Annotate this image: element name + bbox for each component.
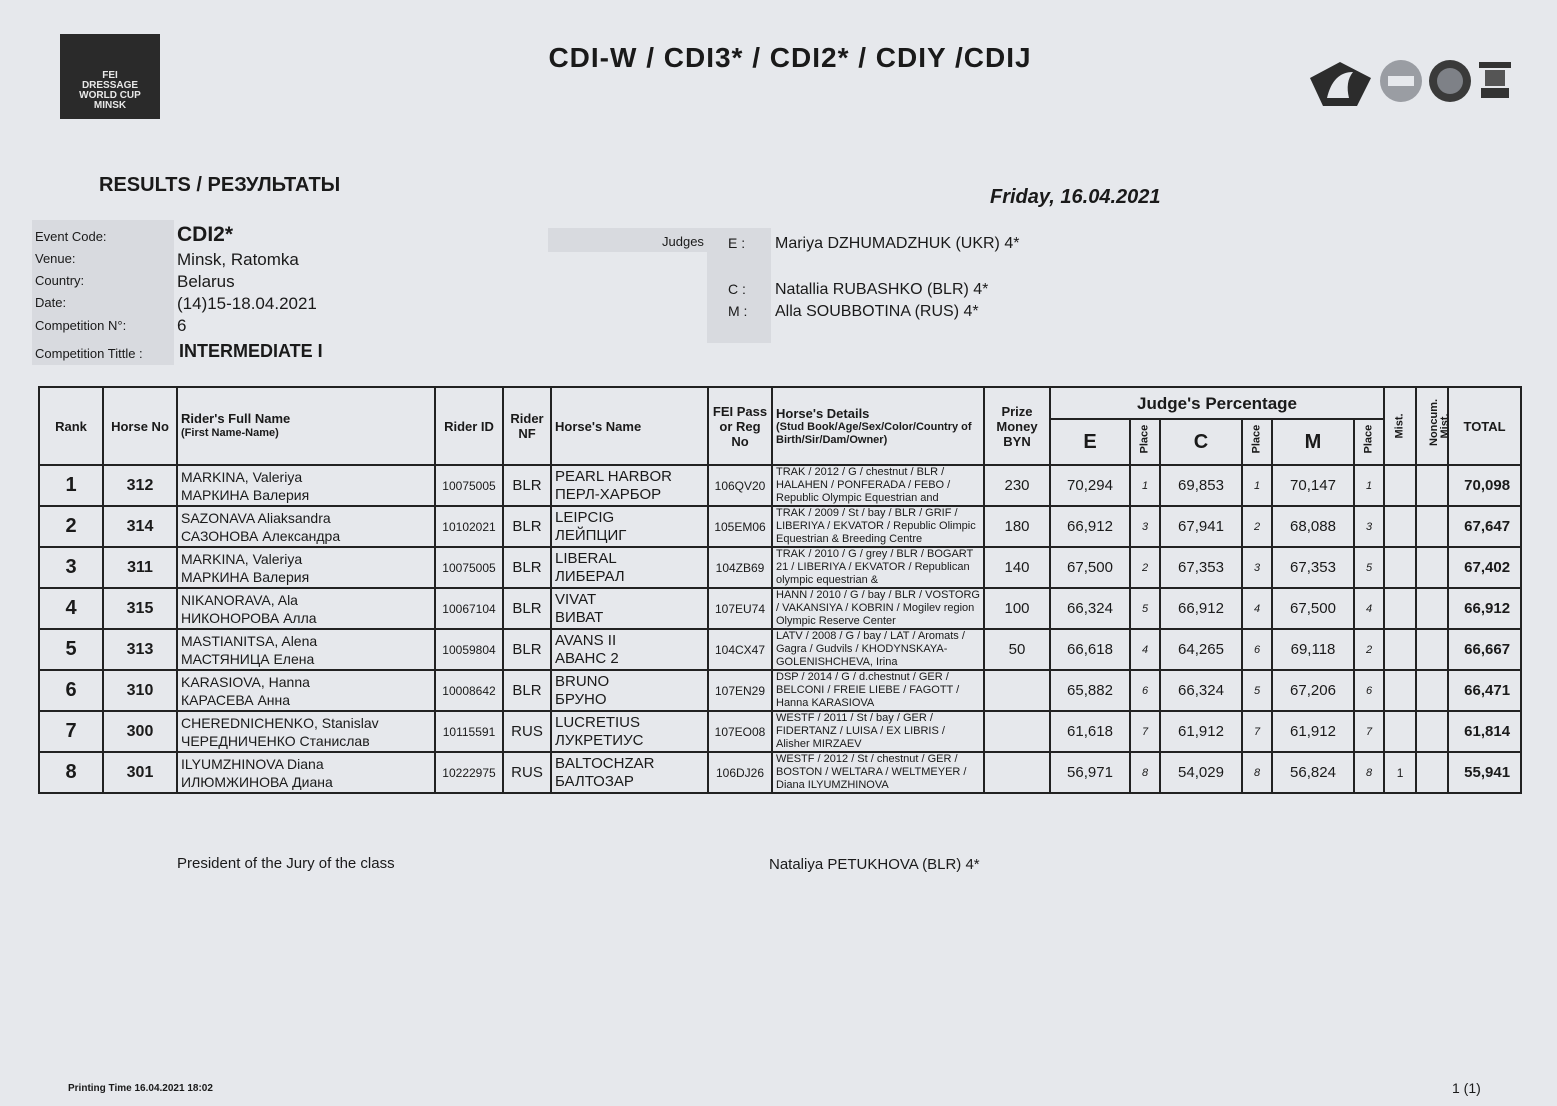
score-c-cell: 54,029 [1160,752,1242,793]
score-c-cell: 67,941 [1160,506,1242,547]
horse-no-cell: 312 [103,465,177,506]
horse-no-cell: 301 [103,752,177,793]
noncum-mist-cell [1416,506,1448,547]
rider-name-cyrillic: КАРАСЕВА Анна [181,691,291,708]
prize-cell [984,711,1050,752]
place-e-cell: 4 [1130,629,1160,670]
total-cell: 70,098 [1448,465,1521,506]
horse-no-cell: 315 [103,588,177,629]
noncum-mist-cell [1416,711,1448,752]
score-c-cell: 66,324 [1160,670,1242,711]
fei-pass-cell: 104CX47 [708,629,772,670]
horse-details-cell: TRAK / 2010 / G / grey / BLR / BOGART 21 / LIBERIYA / EKVATOR / Republican olympic equestrian & [772,547,984,588]
judge-name: Mariya DZHUMADZHUK (UKR) 4* [775,235,1020,252]
col-place-label: Place [1362,424,1375,454]
horse-name-latin: LIBERAL [555,549,617,567]
total-cell: 61,814 [1448,711,1521,752]
place-e-cell: 5 [1130,588,1160,629]
col-horse-details [772,387,984,465]
venue-value: Minsk, Ratomka [177,250,299,269]
rider-name-latin: NIKANORAVA, Ala [181,591,298,608]
fei-pass-cell: 106DJ26 [708,752,772,793]
col-place-label: Place [1138,424,1151,453]
rider-name-latin: ILYUMZHINOVA Diana [181,755,324,772]
rider-nf-cell: RUS [503,752,551,793]
judge-position: M : [728,303,748,319]
col-mist [1384,387,1416,465]
score-m-cell: 67,206 [1272,670,1354,711]
score-e-cell: 67,500 [1050,547,1130,588]
score-m-cell: 70,147 [1272,465,1354,506]
total-cell: 55,941 [1448,752,1521,793]
fei-dressage-logo [60,34,160,119]
logo-line: DRESSAGE [81,80,139,91]
place-e-cell: 2 [1130,547,1160,588]
place-m-cell: 2 [1354,629,1384,670]
horse-name-latin: VIVAT [555,590,597,608]
rider-nf-cell: BLR [503,506,551,547]
score-c-cell: 67,353 [1160,547,1242,588]
competition-title-label: Competition Tittle : [35,346,143,361]
rider-id-cell: 10075005 [435,547,503,588]
horse-name-cell [551,465,708,506]
horse-name-latin: PEARL HARBOR [555,467,672,485]
pavilion-logo-icon [1477,58,1513,102]
event-code-value: CDI2* [177,223,234,246]
place-e-cell: 7 [1130,711,1160,752]
fei-pass-cell: 106QV20 [708,465,772,506]
noncum-mist-cell [1416,465,1448,506]
rider-name-cell [177,465,435,506]
rider-name-cell [177,629,435,670]
rider-name-cyrillic: САЗОНОВА Александра [181,527,341,544]
score-e-cell: 66,912 [1050,506,1130,547]
logo-line: MINSK [93,100,127,111]
printing-time: Printing Time 16.04.2021 18:02 [68,1083,213,1094]
venue-label: Venue: [35,251,76,266]
place-c-cell: 7 [1242,711,1272,752]
score-m-cell: 61,912 [1272,711,1354,752]
logo-line: FEI [102,70,118,81]
total-cell: 67,647 [1448,506,1521,547]
col-horse-details-subtitle: (Stud Book/Age/Sex/Color/Country of Birth/Sir/Dam/Owner) [776,420,972,446]
horse-name-latin: BRUNO [555,672,610,690]
noncum-mist-cell [1416,629,1448,670]
score-e-cell: 65,882 [1050,670,1130,711]
prize-cell: 100 [984,588,1050,629]
col-prize: Prize Money BYN [984,387,1050,465]
horse-name-latin: AVANS II [555,631,617,649]
rider-id-cell: 10075005 [435,465,503,506]
place-c-cell: 8 [1242,752,1272,793]
rider-name-latin: MASTIANITSA, Alena [181,632,318,649]
place-e-cell: 1 [1130,465,1160,506]
rider-nf-cell: BLR [503,629,551,670]
col-judges-percentage: Judge's Percentage [1050,387,1384,419]
rider-name-cell [177,711,435,752]
score-m-cell: 67,500 [1272,588,1354,629]
rider-id-cell: 10115591 [435,711,503,752]
horse-details-cell: WESTF / 2012 / St / chestnut / GER / BOSTON / WELTARA / WELTMEYER / Diana ILYUMZHINOVA [772,752,984,793]
fei-pass-cell: 107EN29 [708,670,772,711]
horse-name-cell [551,752,708,793]
horse-details-cell: LATV / 2008 / G / bay / LAT / Aromats / Gagra / Gudvils / KHODYNSKAYA-GOLENISHCHEVA, Irina [772,629,984,670]
competition-no-value: 6 [177,316,187,335]
fei-pass-cell: 107EU74 [708,588,772,629]
competition-no-label: Competition N°: [35,318,127,333]
judge-name: Natallia RUBASHKO (BLR) 4* [775,281,989,298]
prize-cell: 140 [984,547,1050,588]
total-cell: 66,912 [1448,588,1521,629]
horse-name-cyrillic: ПЕРЛ-ХАРБОР [555,485,662,503]
fei-pass-cell: 107EO08 [708,711,772,752]
col-judge-c: C [1160,419,1242,465]
score-c-cell: 64,265 [1160,629,1242,670]
country-value: Belarus [177,272,235,291]
rank-cell: 1 [39,465,103,506]
col-place-e [1130,419,1160,465]
rank-cell: 2 [39,506,103,547]
date-heading: Friday, 16.04.2021 [990,186,1161,208]
horse-no-cell: 311 [103,547,177,588]
horse-name-cyrillic: БРУНО [555,690,607,708]
col-horse-no: Horse No [103,387,177,465]
horse-name-latin: LUCRETIUS [555,713,641,731]
page-number: 1 (1) [1452,1080,1481,1096]
score-c-cell: 61,912 [1160,711,1242,752]
horse-name-cell [551,629,708,670]
prize-cell: 180 [984,506,1050,547]
horse-name-cyrillic: ЛЕЙПЦИГ [555,526,627,544]
fei-pass-cell: 104ZB69 [708,547,772,588]
col-horse-name: Horse's Name [551,387,708,465]
horse-details-cell: WESTF / 2011 / St / bay / GER / FIDERTANZ / LUISA / EX LIBRIS / Alisher MIRZAEV [772,711,984,752]
col-rider-id: Rider ID [435,387,503,465]
horse-name-cell [551,588,708,629]
horse-details-cell: HANN / 2010 / G / bay / BLR / VOSTORG / VAKANSIYA / KOBRIN / Mogilev region Olympic Reserve Center [772,588,984,629]
col-rider-title: Rider's Full Name [181,411,291,426]
horse-name-cell [551,670,708,711]
noncum-mist-cell [1416,670,1448,711]
mist-cell [1384,711,1416,752]
score-c-cell: 66,912 [1160,588,1242,629]
table-row [39,588,1521,629]
prize-cell [984,670,1050,711]
rider-nf-cell: BLR [503,465,551,506]
president-name: Nataliya PETUKHOVA (BLR) 4* [769,856,980,873]
rider-name-cyrillic: НИКОНОРОВА Алла [181,609,317,626]
rider-name-cyrillic: ИЛЮМЖИНОВА Диана [181,773,333,790]
judge-name: Alla SOUBBOTINA (RUS) 4* [775,303,979,320]
place-e-cell: 3 [1130,506,1160,547]
col-total: TOTAL [1448,387,1521,465]
col-rider-nf: Rider NF [503,387,551,465]
total-cell: 67,402 [1448,547,1521,588]
fei-pass-cell: 105EM06 [708,506,772,547]
rider-name-cell [177,670,435,711]
place-m-cell: 7 [1354,711,1384,752]
horse-name-cell [551,506,708,547]
results-table [38,386,1522,794]
rider-id-cell: 10102021 [435,506,503,547]
horse-name-cyrillic: БАЛТОЗАР [555,772,634,790]
mist-cell [1384,465,1416,506]
horse-name-latin: BALTOCHZAR [555,754,655,772]
mist-cell [1384,506,1416,547]
place-c-cell: 2 [1242,506,1272,547]
horse-name-cyrillic: ЛИБЕРАЛ [555,567,625,585]
rider-name-latin: SAZONAVA Aliaksandra [181,509,331,526]
col-place-m [1354,419,1384,465]
round-seal-icon [1427,58,1473,104]
rider-name-cyrillic: МАРКИНА Валерия [181,568,310,585]
rider-name-latin: MARKINA, Valeriya [181,550,303,567]
place-c-cell: 3 [1242,547,1272,588]
place-c-cell: 1 [1242,465,1272,506]
rider-name-latin: KARASIOVA, Hanna [181,673,310,690]
score-e-cell: 56,971 [1050,752,1130,793]
place-m-cell: 5 [1354,547,1384,588]
rider-name-cell [177,588,435,629]
score-e-cell: 66,324 [1050,588,1130,629]
noncum-mist-cell [1416,547,1448,588]
col-noncum [1416,387,1452,465]
judges-label: Judges [662,234,704,249]
mist-cell [1384,588,1416,629]
table-header-row [39,387,1521,419]
rider-nf-cell: BLR [503,670,551,711]
rank-cell: 6 [39,670,103,711]
rider-id-cell: 10222975 [435,752,503,793]
table-row [39,547,1521,588]
rider-nf-cell: RUS [503,711,551,752]
col-fei-pass: FEI Pass or Reg No [708,387,772,465]
prize-cell: 230 [984,465,1050,506]
rider-name-cell [177,547,435,588]
table-row [39,506,1521,547]
score-e-cell: 70,294 [1050,465,1130,506]
date-label: Date: [35,295,67,310]
score-m-cell: 56,824 [1272,752,1354,793]
table-row [39,711,1521,752]
noncum-mist-cell [1416,588,1448,629]
horse-details-cell: DSP / 2014 / G / d.chestnut / GER / BELCONI / FREIE LIEBE / FAGOTT / Hanna KARASIOVA [772,670,984,711]
rider-nf-cell: BLR [503,588,551,629]
col-judge-e: E [1050,419,1130,465]
rider-id-cell: 10059804 [435,629,503,670]
rider-name-cyrillic: МАРКИНА Валерия [181,486,310,503]
table-row [39,670,1521,711]
col-horse-details-title: Horse's Details [776,405,870,421]
score-e-cell: 66,618 [1050,629,1130,670]
rider-name-cell [177,752,435,793]
place-c-cell: 6 [1242,629,1272,670]
noncum-mist-cell [1416,752,1448,793]
horse-name-latin: LEIPCIG [555,508,615,526]
place-e-cell: 6 [1130,670,1160,711]
rider-id-cell: 10008642 [435,670,503,711]
results-heading: RESULTS / РЕЗУЛЬТАТЫ [99,174,341,196]
rider-nf-cell: BLR [503,547,551,588]
total-cell: 66,667 [1448,629,1521,670]
mist-cell [1384,547,1416,588]
logo-line: WORLD CUP [79,90,141,101]
judge-position: E : [728,235,746,251]
country-label: Country: [35,273,85,288]
event-code-label: Event Code: [35,229,107,244]
judge-position: C : [728,281,746,297]
horse-no-cell: 314 [103,506,177,547]
col-rider [177,387,435,465]
place-m-cell: 3 [1354,506,1384,547]
score-c-cell: 69,853 [1160,465,1242,506]
rank-cell: 5 [39,629,103,670]
horse-name-cyrillic: ВИВАТ [555,608,604,626]
document-title: CDI-W / CDI3* / CDI2* / CDIY /CDIJ [548,42,1032,73]
col-noncum-label: Noncum. Mist. [1428,398,1452,446]
rank-cell: 7 [39,711,103,752]
rider-name-latin: MARKINA, Valeriya [181,468,303,485]
rank-cell: 4 [39,588,103,629]
total-cell: 66,471 [1448,670,1521,711]
rank-cell: 8 [39,752,103,793]
table-row [39,629,1521,670]
horse-details-cell: TRAK / 2009 / St / bay / BLR / GRIF / LIBERIYA / EKVATOR / Republic Olimpic Equestrian & Breeding Centre [772,506,984,547]
place-m-cell: 4 [1354,588,1384,629]
horse-head-logo [1305,58,1375,110]
score-m-cell: 67,353 [1272,547,1354,588]
score-m-cell: 68,088 [1272,506,1354,547]
col-rider-subtitle: (First Name-Name) [181,427,279,439]
horse-name-cell [551,711,708,752]
place-e-cell: 8 [1130,752,1160,793]
place-m-cell: 8 [1354,752,1384,793]
rider-name-cell [177,506,435,547]
mist-cell: 1 [1384,752,1416,793]
rider-name-latin: CHEREDNICHENKO, Stanislav [181,714,379,731]
rank-cell: 3 [39,547,103,588]
score-e-cell: 61,618 [1050,711,1130,752]
horse-name-cyrillic: АВАНС 2 [555,649,619,667]
col-place-c [1242,419,1272,465]
date-value: (14)15-18.04.2021 [177,294,317,313]
score-m-cell: 69,118 [1272,629,1354,670]
horse-no-cell: 300 [103,711,177,752]
competition-title-value: INTERMEDIATE I [179,341,323,361]
place-c-cell: 5 [1242,670,1272,711]
prize-cell [984,752,1050,793]
rider-id-cell: 10067104 [435,588,503,629]
col-judge-m: M [1272,419,1354,465]
place-m-cell: 1 [1354,465,1384,506]
col-rank: Rank [39,387,103,465]
mist-cell [1384,670,1416,711]
prize-cell: 50 [984,629,1050,670]
horse-no-cell: 310 [103,670,177,711]
place-m-cell: 6 [1354,670,1384,711]
rider-name-cyrillic: ЧЕРЕДНИЧЕНКО Станислав [181,732,370,749]
horse-no-cell: 313 [103,629,177,670]
federation-emblem-icon [1378,58,1424,104]
mist-cell [1384,629,1416,670]
table-row [39,752,1521,793]
table-row [39,465,1521,506]
place-c-cell: 4 [1242,588,1272,629]
president-label: President of the Jury of the class [177,855,395,872]
col-place-label: Place [1250,424,1263,453]
col-mist-label: Mist. [1393,412,1406,438]
horse-details-cell: TRAK / 2012 / G / chestnut / BLR / HALAHEN / PONFERADA / FEBO / Republic Olympic Equestrian and [772,465,984,506]
horse-name-cyrillic: ЛУКРЕТИУС [555,731,644,749]
rider-name-cyrillic: МАСТЯНИЦА Елена [181,650,315,667]
horse-name-cell [551,547,708,588]
